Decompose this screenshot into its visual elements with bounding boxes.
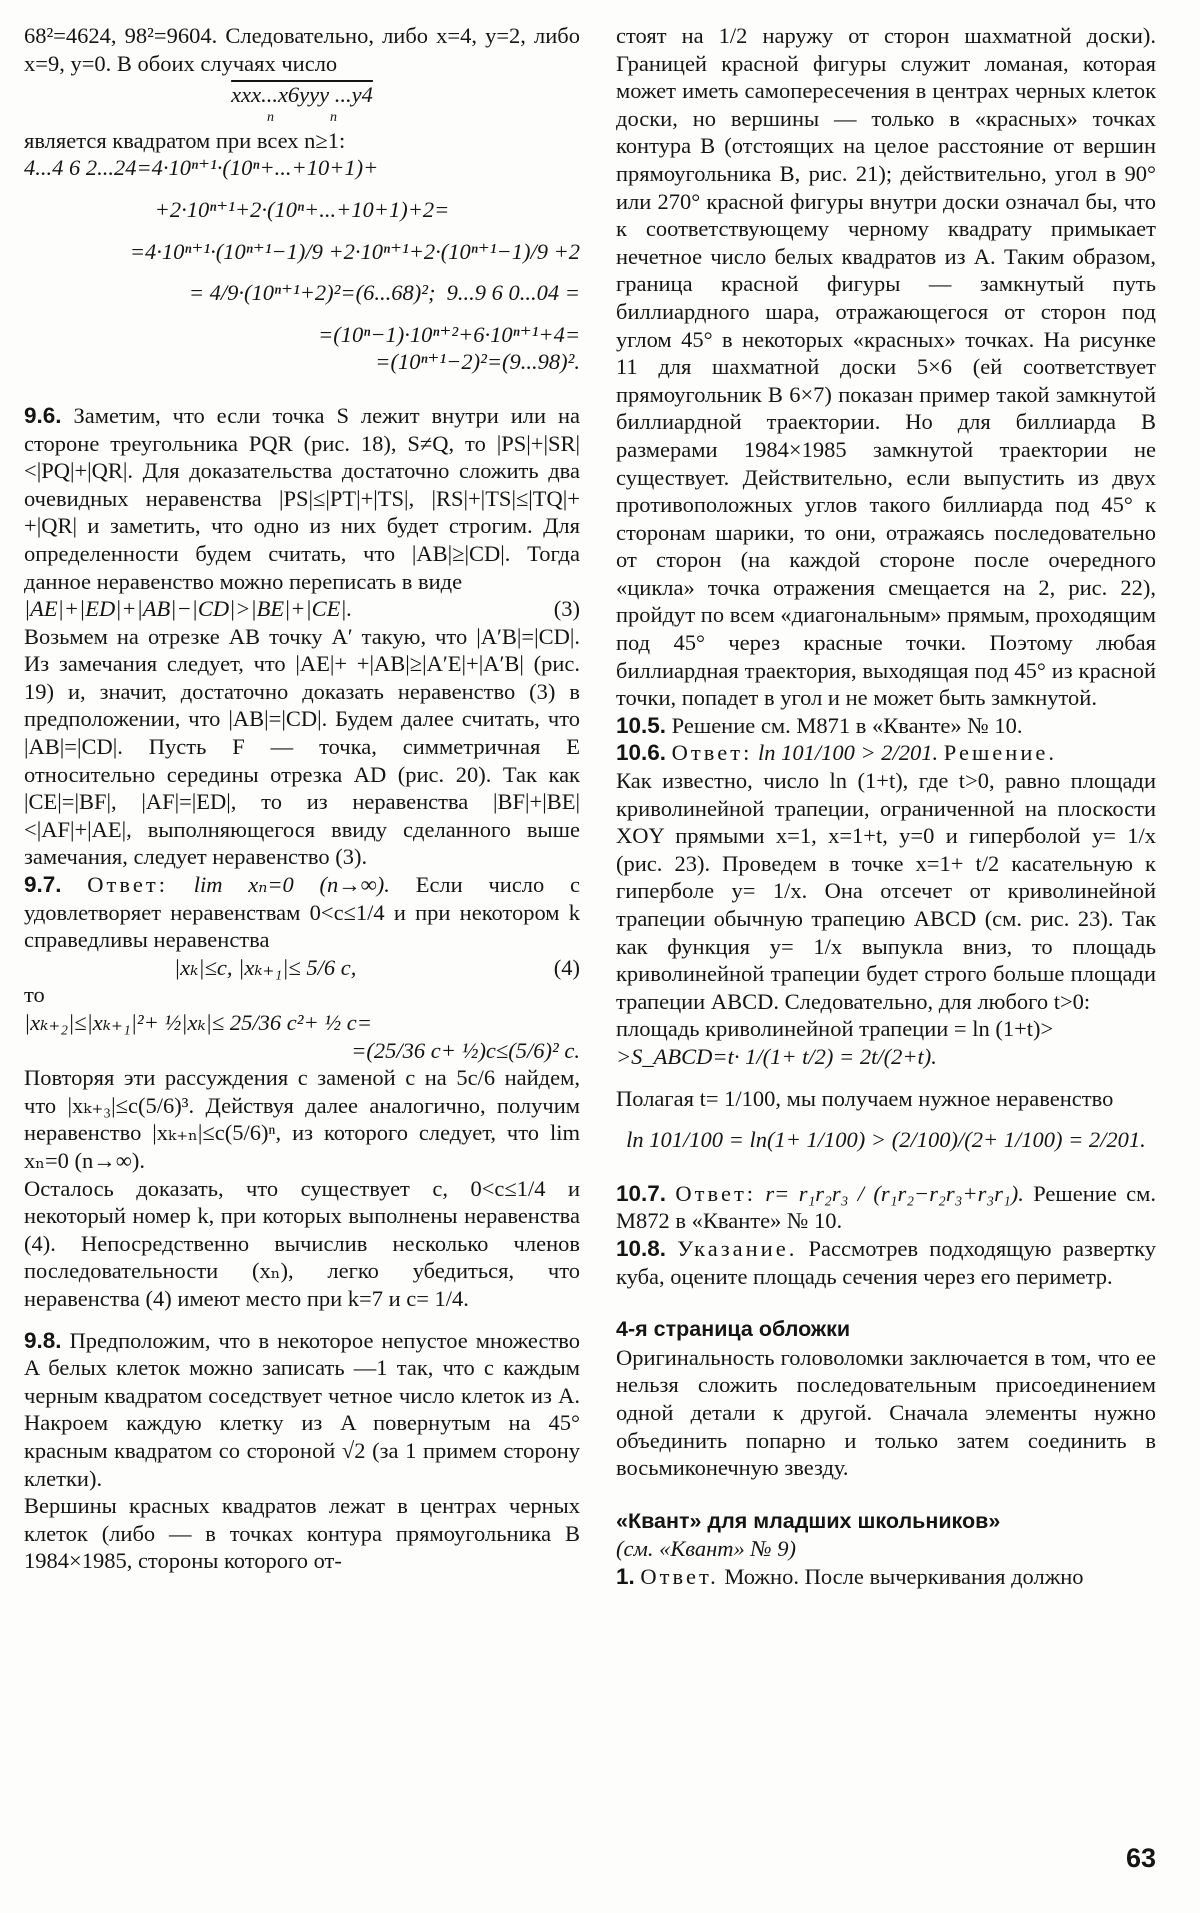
problem-10-8-number: 10.8. [616,1235,667,1261]
problem-10-7-solution-label: Решение [1033,1180,1117,1206]
junior-problem-1 [616,1563,1156,1591]
equation-3 [24,595,580,623]
problem-9-6 [24,402,580,595]
eq-line-4: = 4/9·(10ⁿ⁺¹+2)²=(6...68)²; 9...9 6 0...04 = [188,280,580,306]
problem-10-6-solution-label: Решение. [943,740,1057,766]
problem-10-6-continued: Полагая t= 1/100, мы получаем нужное неравенство [616,1085,1114,1111]
problem-9-8-continued: Вершины красных квадратов лежат в центрах черных клеток (либо — в точках контура прямоугольника B 1984×1985, стороны которого от- [24,1493,580,1574]
eq-line-6: =(10ⁿ⁺¹−2)²=(9...98)². [375,349,580,375]
problem-9-8-text: Предположим, что в некоторое непустое множество A белых клеток можно записать —1 так, что с каждым черным квадратом соседствует четное число клеток из A. Накроем каждую клетку из A повернутым на 45° красным квадратом со стороной √2 (за 1 примем сторону клетки). [24,1327,581,1491]
problem-10-5-number: 10.5. [616,712,667,738]
problem-10-8 [616,1235,1156,1290]
problem-10-7 [616,1180,1156,1235]
problem-9-8 [24,1327,580,1493]
problem-10-6-number: 10.6. [616,740,667,766]
intro-after: является квадратом при всех n≥1: [24,127,346,153]
eq-line-5: =(10ⁿ−1)·10ⁿ⁺²+6·10ⁿ⁺¹+4= [318,321,580,347]
problem-9-7-answer-label: Ответ: [87,872,168,898]
to-word: то [24,982,45,1008]
problem-9-6-text: Заметим, что если точка S лежит внутри или на стороне треугольника PQR (рис. 18), S≠Q, то |PS|+|SR|<|PQ|+|QR|. Для доказательства достаточно сложить два очевидных неравенства |PS|≤|PT|+|TS|, |RS|+|TS|≤|TQ|+ +|QR| и заметить, что одно из них будет строгим. Для определенности будем считать, что |AB|≥|CD|. Тогда данное неравенство можно переписать в виде [24,402,580,594]
eq-line-1: 4...4 6 2...24=4·10ⁿ⁺¹·(10ⁿ+...+10+1)+ [24,155,379,181]
problem-9-7-text: Если число c удовлетворяет неравенствам 0<c≤1/4 и при некотором k справедливы неравенства [24,872,581,953]
problem-9-7-answer: lim xₙ=0 (n→∞). [193,872,390,898]
problem-9-7-continued: Повторяя эти рассуждения с заменой c на 5c/6 найдем, что |xₖ₊₃|≤c(5/6)³. Действуя далее аналогично, получим неравенство |xₖ₊ₙ|≤c(5/6)ⁿ, из которого следует, что lim xₙ=0 (n→∞). [24,1065,580,1173]
problem-9-6-number: 9.6. [24,402,62,428]
equation-5b: =(25/36 c+ ½)c≤(5/6)² c. [351,1037,580,1063]
problem-9-6-continued: Возьмем на отрезке AB точку A′ такую, что |A′B|=|CD|. Из замечания следует, что |AE|+ +|AB|≥|A′E|+|A′B| (рис. 19) и, значит, достаточно доказать неравенство (3) в предположении, что |AB|=|CD|. Будем далее считать, что |AB|=|CD|. Пусть F — точка, симметричная E относительно середины отрезка AD (рис. 20). Так как |CE|=|BF|, |AF|=|ED|, то из неравенства |BF|+|BE|<|AF|+|AE|, выполняющегося ввиду сделанного выше замечания, следует неравенство (3). [24,623,580,870]
problem-10-6 [616,739,1156,767]
equation-3-body: |AE|+|ED|+|AB|−|CD|>|BE|+|CE|. [24,596,353,622]
equation-5a: |xₖ₊₂|≤|xₖ₊₁|²+ ½|xₖ|≤ 25/36 c²+ ½ c= [24,1010,372,1035]
problem-9-8-continued-right: стоят на 1/2 наружу от сторон шахматной доски). Границей красной фигуры служит ломаная, которая может иметь самопересечения в центрах черных клеток доски, но вершины — только в «красных» точках контура B (отстоящих на целое расстояние от вершин прямоугольника B, рис. 21); действительно, угол в 90° или 270° красной фигуры внутри доски означал бы, что к соответствующему черному квадрату примыкает нечетное число белых квадратов из A. Таким образом, граница красной фигуры — замкнутый путь биллиардного шара, отражающегося от сторон под углом 45° в некоторых «красных» точках. На рисунке 11 для шахматной доски 5×6 (ей соответствует прямоугольник B 6×7) показан пример такой замкнутой биллиардной траектории. Но для биллиарда B размерами 1984×1985 замкнутой траектории не существует. Действительно, если выпустить из двух противоположных углов такого биллиарда под 45° к сторонам шарики, то они, отражаясь последовательно от сторон (на каждой стороне после очередного «цикла» точка отражения смещается на 2, рис. 22), пройдут по всем «диагональным» прямым, проходящим под 45° через красные точки. Поэтому любая биллиардная траектория, выходящая под 45° из красной точки, попадет в угол и не может быть замкнутой. [616,23,1156,711]
problem-9-7 [24,871,580,954]
intro-formula-sub: n n [267,109,337,125]
problem-10-7-text: см. М872 в «Кванте» № 10. [616,1180,1157,1234]
right-column [616,22,1156,1590]
problem-10-7-answer-label: Ответ: [675,1180,757,1206]
problem-10-6-answer-label: Ответ: [671,740,753,766]
cover-text: Оригинальность головоломки заключается в том, что ее нельзя сложить последовательным присоединением одной детали к другой. Сначала элементы нужно объединить попарно и только затем соединить в восьмиконечную звезду. [616,1344,1156,1481]
problem-10-7-answer: r= r₁r₂r₃ / (r₁r₂−r₂r₃+r₃r₁). [765,1180,1024,1206]
page-number: 63 [1125,1843,1156,1874]
problem-9-7-number: 9.7. [24,872,62,898]
problem-10-6-answer: ln 101/100 > 2/201. [757,740,939,766]
equation-4-tag: (4) [553,954,580,980]
junior-problem-1-answer-label: Ответ. [640,1563,719,1589]
eq-line-2: +2·10ⁿ⁺¹+2·(10ⁿ+...+10+1)+2= [154,196,450,222]
equation-4-body: |xₖ|≤c, |xₖ₊₁|≤ 5/6 c, [174,954,357,980]
eq-line-3: =4·10ⁿ⁺¹·(10ⁿ⁺¹−1)/9 +2·10ⁿ⁺¹+2·(10ⁿ⁺¹−1)/9 +2 [129,238,580,264]
equation-4 [24,954,580,982]
cover-heading: 4-я страница обложки [616,1317,851,1342]
problem-9-8-number: 9.8. [24,1327,62,1353]
problem-10-8-hint-label: Указание. [677,1235,798,1261]
problem-10-5 [616,712,1156,740]
problem-10-6-equation-2: ln 101/100 = ln(1+ 1/100) > (2/100)/(2+ 1/100) = 2/201. [626,1127,1146,1153]
problem-10-6-text: Как известно, число ln (1+t), где t>0, равно площади криволинейной трапеции, ограниченной на плоскости XOY прямыми x=1, x=1+t, y=0 и гиперболой y= 1/x (рис. 23). Проведем в точке x=1+ t/2 касательную к гиперболе y= 1/x. Она отсечет от криволинейной трапеции обычную трапецию ABCD (см. рис. 23). Так как функция y= 1/x выпукла вниз, то площадь криволинейной трапеции будет строго больше площади трапеции ABCD. Следовательно, для любого t>0: [616,768,1156,1014]
equation-3-tag: (3) [553,596,580,622]
left-column [24,22,580,1575]
junior-problem-1-text: Можно. После вычеркивания должно [724,1563,1084,1589]
problem-10-5-text: Решение см. М871 в «Кванте» № 10. [671,712,1023,738]
junior-problem-1-number: 1. [616,1563,635,1589]
intro-formula: xxx...x6yyy ...y4 [231,82,373,108]
problem-9-7-continued-2: Осталось доказать, что существует c, 0<c≤1/4 и некоторый номер k, при которых выполнены неравенства (4). Непосредственно вычислив несколько членов последовательности (xₙ), легко убедиться, что неравенства (4) имеют место при k=7 и c= 1/4. [24,1175,580,1311]
junior-heading: «Квант» для младших школьников» [616,1508,1001,1533]
junior-subheading: (см. «Квант» № 9) [616,1536,797,1562]
problem-10-6-equation: >S_ABCD=t· 1/(1+ t/2) = 2t/(2+t). [616,1043,937,1069]
problem-10-6-line: площадь криволинейной трапеции = ln (1+t)> [616,1016,1054,1042]
problem-10-8-text: Рассмотрев подходящую развертку куба, оцените площадь сечения через его периметр. [616,1235,1156,1289]
problem-10-7-number: 10.7. [616,1180,667,1206]
intro-text: 68²=4624, 98²=9604. Следовательно, либо x=4, y=2, либо x=9, y=0. В обоих случаях число [24,23,580,76]
